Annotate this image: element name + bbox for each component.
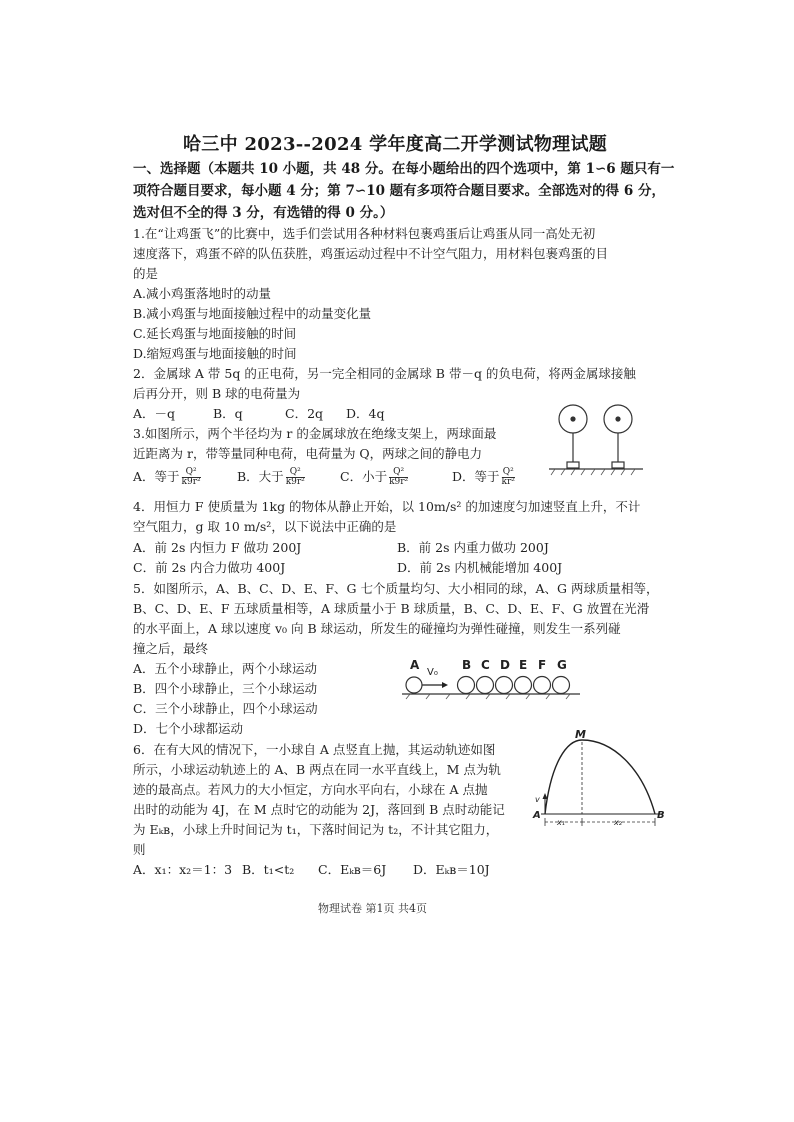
page-footer: 物理试卷 第1页 共4页 (318, 902, 427, 915)
q6-stem-line-4: 出时的动能为 4J，在 M 点时它的动能为 2J，落回到 B 点时动能记 (133, 802, 505, 817)
q6-option-c: C．Eₖʙ＝6J (318, 862, 387, 877)
q6-option-b: B．t₁<t₂ (242, 862, 295, 877)
q6-option-a: A．x₁：x₂＝1：3 (133, 862, 233, 877)
ball-label-b: B (462, 658, 472, 672)
q2-option-b: B．q (213, 406, 243, 421)
point-a-label: A (533, 810, 541, 821)
q1-option-c: C.延长鸡蛋与地面接触的时间 (133, 326, 297, 341)
page-title: 哈三中 2023--2024 学年度高二开学测试物理试题 (183, 134, 608, 155)
trajectory-curve (545, 740, 655, 814)
x2-label: x₂ (614, 818, 622, 827)
velocity-arrowhead (442, 682, 448, 688)
ball-d (496, 677, 513, 694)
q6-stem-line-6: 则 (133, 842, 146, 857)
q2-option-a: A．－q (133, 406, 176, 421)
point-m-label: M (575, 728, 586, 741)
q1-stem-line-1: 1.在“让鸡蛋飞”的比赛中，选手们尝试用各种材料包裹鸡蛋后让鸡蛋从同一高处无初 (133, 226, 596, 241)
q1-option-a: A.减小鸡蛋落地时的动量 (133, 286, 272, 301)
q2-option-d: D．4q (346, 406, 385, 421)
q4-stem-line-1: 4．用恒力 F 使质量为 1kg 的物体从静止开始，以 10m/s² 的加速度匀加速竖直上升，不计 (133, 499, 641, 514)
q4-option-c: C．前 2s 内合力做功 400J (133, 560, 286, 575)
ball-b (458, 677, 475, 694)
q6-stem-line-5: 为 Eₖʙ，小球上升时间记为 t₁，下落时间记为 t₂，不计其它阻力， (133, 822, 499, 837)
q1-stem-line-2: 速度落下，鸡蛋不碎的队伍获胜，鸡蛋运动过程中不计空气阻力，用材料包裹鸡蛋的目 (133, 246, 609, 261)
velocity-v-label: v (535, 795, 540, 804)
q1-stem-line-3: 的是 (133, 266, 159, 281)
q5-stem-line-4: 撞之后，最终 (133, 641, 209, 656)
q6-stem-line-2: 所示，小球运动轨迹上的 A、B 两点在同一水平直线上，M 点为轨 (133, 762, 501, 777)
q5-stem-line-1: 5．如图所示，A、B、C、D、E、F、G 七个质量均匀、大小相同的球，A、G 两球质量相等， (133, 581, 659, 596)
q5-option-c: C．三个小球静止，四个小球运动 (133, 701, 318, 716)
q3-option-c: C．小于 $\frac{\text{Q²}}{\text{k9r²}}$ (340, 467, 409, 487)
ball-label-e: E (519, 658, 528, 672)
q3-spheres-figure (545, 402, 650, 482)
sphere-right (604, 405, 632, 468)
q5-option-b: B．四个小球静止，三个小球运动 (133, 681, 318, 696)
q4-option-a: A．前 2s 内恒力 F 做功 200J (133, 540, 302, 555)
ball-a (406, 677, 422, 693)
q2-option-c: C．2q (285, 406, 324, 421)
velocity-label: V₀ (427, 667, 438, 678)
x1-label: x₁ (557, 818, 565, 827)
q5-stem-line-3: 的水平面上，A 球以速度 v₀ 向 B 球运动，所发生的碰撞均为弹性碰撞，则发生一系列碰 (133, 621, 621, 636)
q5-option-a: A．五个小球静止，两个小球运动 (133, 661, 318, 676)
q3-option-b: B．大于 $\frac{\text{Q²}}{\text{k9r²}}$ (237, 467, 305, 487)
q3-option-a: A．等于 $\frac{\text{Q²}}{\text{k9r²}}$ (133, 467, 201, 487)
q5-stem-line-2: B、C、D、E、F 五球质量相等，A 球质量小于 B 球质量，B、C、D、E、F、G 放置在光滑 (133, 601, 650, 616)
q4-stem-line-2: 空气阻力，g 取 10 m/s²，以下说法中正确的是 (133, 519, 397, 534)
q6-trajectory-figure (527, 722, 672, 834)
q3-stem-line-1: 3.如图所示，两个半径均为 r 的金属球放在绝缘支架上，两球面最 (133, 426, 497, 441)
ball-label-d: D (500, 658, 510, 672)
ball-e (515, 677, 532, 694)
q4-option-d: D．前 2s 内机械能增加 400J (397, 560, 563, 575)
q1-option-b: B.减小鸡蛋与地面接触过程中的动量变化量 (133, 306, 372, 321)
q5-option-d: D．七个小球都运动 (133, 721, 244, 736)
ball-label-c: C (481, 658, 490, 672)
q5-balls-figure (400, 655, 585, 700)
ball-c (477, 677, 494, 694)
point-b-label: B (657, 810, 665, 821)
floor-hatching (406, 694, 570, 699)
section-instruction-line-3: 选对但不全的得 3 分，有选错的得 0 分。） (133, 205, 394, 221)
q2-stem-line-2: 后再分开，则 B 球的电荷量为 (133, 386, 301, 401)
ball-f (534, 677, 551, 694)
ball-label-a: A (410, 658, 420, 672)
q6-stem-line-3: 迹的最高点。若风力的大小恒定，方向水平向右，小球在 A 点抛 (133, 782, 488, 797)
q2-stem-line-1: 2．金属球 A 带 5q 的正电荷，另一完全相同的金属球 B 带－q 的负电荷，将两金属球接触 (133, 366, 636, 381)
sphere-left (559, 405, 587, 468)
section-instruction-line-2: 项符合题目要求，每小题 4 分；第 7∽10 题有多项符合题目要求。全部选对的得 6 分， (133, 183, 665, 199)
section-instruction-line-1: 一、选择题（本题共 10 小题，共 48 分。在每小题给出的四个选项中，第 1∽6 题只有一 (133, 161, 675, 177)
q6-stem-line-1: 6．在有大风的情况下，一小球自 A 点竖直上抛，其运动轨迹如图 (133, 742, 496, 757)
q3-option-d: D．等于 $\frac{\text{Q²}}{\text{kr²}}$ (452, 467, 515, 487)
ball-g (553, 677, 570, 694)
ball-label-f: F (538, 658, 547, 672)
q3-stem-line-2: 近距离为 r，带等量同种电荷，电荷量为 Q，两球之间的静电力 (133, 446, 483, 461)
q1-option-d: D.缩短鸡蛋与地面接触的时间 (133, 346, 297, 361)
ball-label-g: G (557, 658, 567, 672)
q6-option-d: D．Eₖʙ＝10J (413, 862, 490, 877)
q4-option-b: B．前 2s 内重力做功 200J (397, 540, 549, 555)
ground-hatching (551, 469, 635, 475)
initial-velocity-arrowhead (543, 793, 548, 799)
